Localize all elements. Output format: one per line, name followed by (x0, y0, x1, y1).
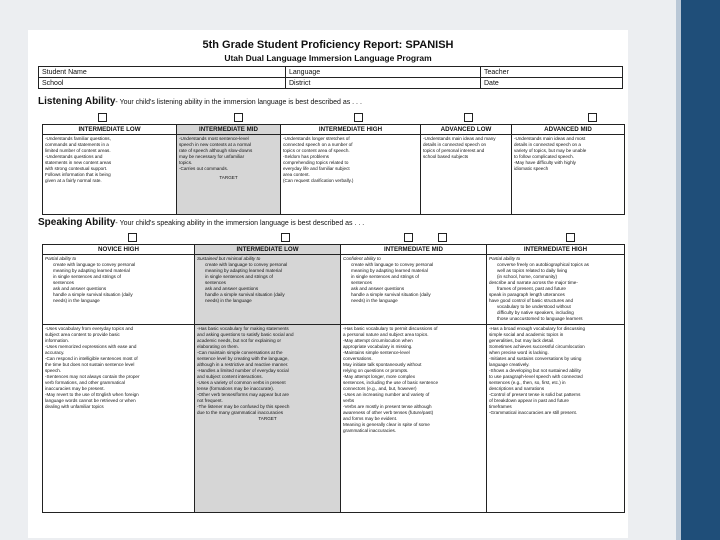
speaking-level-3: INTERMEDIATE MID (341, 245, 487, 255)
language-field[interactable]: Language (286, 67, 481, 78)
speaking-prompt: - Your child's speaking ability in the immersion language is best described as . . . (115, 220, 365, 227)
listening-desc-1: -Understands familiar questions, commands and statements in a limited number of content areas. -Understands questions and statements in new content areas with strong contextual support. Follows information that is being given at a fairly normal rate. (43, 135, 177, 215)
district-field[interactable]: District (286, 78, 481, 89)
report-subtitle: Utah Dual Language Immersion Language Program (224, 53, 432, 63)
side-bar (681, 0, 720, 540)
listening-checkboxes (38, 112, 623, 122)
listening-desc-2: -Understands most sentence-level speech in new contexts at a normal rate of speech although slow-downs may be necessary for unfamiliar topics. -Carries out commands. TARGET (177, 135, 281, 215)
speaking-desc-3: -Has basic vocabulary to permit discussions of a personal nature and subject area topics. -May attempt circumlocution when appropriate vocabulary is missing. -Maintains simple sentence-level conversations. May initiate talk spontaneously without relying on questions or prompts. -May attempt longer, more complex sentences, including the use of basic sentence connectors (e.g., and, but, however) -Uses an increasing number and variety of verbs -Verbs are mostly in present tense although awareness of other verb tenses (future/past) and forms may be evident. Meaning is generally clear in spite of some grammatical inaccuracies. (341, 325, 487, 513)
listening-heading (38, 96, 362, 107)
student-info-table (38, 66, 623, 89)
listening-level-5: ADVANCED MID (512, 125, 625, 135)
speaking-checkbox-4[interactable] (438, 233, 447, 242)
speaking-checkboxes (38, 232, 623, 242)
listening-level-3: INTERMEDIATE HIGH (281, 125, 421, 135)
listening-checkbox-2[interactable] (234, 113, 243, 122)
teacher-field[interactable]: Teacher (481, 67, 623, 78)
speaking-desc-1: -Uses vocabulary from everyday topics and subject area content to provide basic information. -Uses memorized expressions with ease and accuracy. -Can respond in intelligible sentences most of the time but does not sustain sentence level speech. -Sentences may not always contain the proper verb formations, and other grammatical inaccuracies may be present. -May revert to the use of English when foreign language words cannot be retrieved or when dealing with unfamiliar topics (43, 325, 195, 513)
speaking-title: Speaking Ability (38, 217, 116, 228)
speaking-checkbox-3[interactable] (404, 233, 413, 242)
school-field[interactable]: School (39, 78, 286, 89)
report-title: 5th Grade Student Proficiency Report: SPANISH (202, 39, 454, 51)
listening-checkbox-5[interactable] (588, 113, 597, 122)
speaking-desc-2: -Has basic vocabulary for making statements and asking questions to satisfy basic social and academic needs, but not for explaining or elaborating on them. -Can maintain simple conversations at the sentence level by creating with the language, although in a restrictive and reactive manner. -Handles a limited number of everyday social and subject content interactions. -Uses a variety of common verbs in present tense (formations may be inaccurate). -Other verb tenses/forms may appear but are not frequent. -The listener may be confused by this speech due to the many grammatical inaccuracies TARGET (195, 325, 341, 513)
speaking-desc-4: -Has a broad enough vocabulary for discussing simple social and academic topics in generalities, but may lack detail. Sometimes achieves successful circumlocution when precise word is lacking. -Initiates and sustains conversations by using language creatively. -Shows a developing but not sustained ability to use paragraph-level speech with connected sentences (e.g., then, so, first, etc.) in descriptions and narrations -Control of present tense is solid but patterns of breakdown appear in past and future timeframes -Grammatical inaccuracies are still present. (487, 325, 625, 513)
date-field[interactable]: Date (481, 78, 623, 89)
listening-level-4: ADVANCED LOW (421, 125, 512, 135)
listening-table (42, 124, 625, 215)
speaking-heading (38, 217, 364, 228)
speaking-checkbox-5[interactable] (566, 233, 575, 242)
listening-checkbox-4[interactable] (464, 113, 473, 122)
speaking-checkbox-2[interactable] (281, 233, 290, 242)
listening-checkbox-3[interactable] (354, 113, 363, 122)
target-label: TARGET (219, 175, 238, 180)
speaking-checkbox-1[interactable] (128, 233, 137, 242)
speaking-level-4: INTERMEDIATE HIGH (487, 245, 625, 255)
listening-title: Listening Ability (38, 96, 116, 107)
student-name-field[interactable]: Student Name (39, 67, 286, 78)
listening-desc-5: -Understands main ideas and most details in connected speech on a variety of topics, but may be unable to follow complicated speech. -May have difficulty with highly idiomatic speech (512, 135, 625, 215)
target-label: TARGET (258, 416, 277, 421)
speaking-level-1: NOVICE HIGH (43, 245, 195, 255)
speaking-summary-3: Confident ability to create with language to convey personal meaning by adapting learned material in single sentences and strings of sentences ask and answer questions handle a simple survival situation (daily needs) in the language (341, 255, 487, 325)
speaking-summary-1: Partial ability to create with language to convey personal meaning by adapting learned material in single sentences and strings of sentences ask and answer questions handle a simple survival situation (daily needs) in the language (43, 255, 195, 325)
speaking-summary-4: Partial ability to converse freely on autobiographical topics as well as topics related to daily living (in school, home, community) describe and narrate across the major time- frames of present, past and future speak in paragraph length utterances have good control of basic structures and vocabulary to be understood without difficulty by native speakers, including those unaccustomed to language learners (487, 255, 625, 325)
listening-level-2: INTERMEDIATE MID (177, 125, 281, 135)
listening-desc-4: -Understands main ideas and many details in connected speech on topics of personal interest and school based subjects (421, 135, 512, 215)
speaking-table (42, 244, 625, 513)
speaking-summary-2: Sustained but minimal ability to create with language to convey personal meaning by adapting learned material in single sentences and strings of sentences ask and answer questions handle a simple survival situation (daily needs) in the language (195, 255, 341, 325)
listening-level-1: INTERMEDIATE LOW (43, 125, 177, 135)
listening-checkbox-1[interactable] (98, 113, 107, 122)
listening-prompt: - Your child's listening ability in the immersion language is best described as . . . (115, 99, 362, 106)
report-page (28, 30, 628, 538)
speaking-level-2: INTERMEDIATE LOW (195, 245, 341, 255)
listening-desc-3: -Understands longer stretches of connected speech on a number of topics or content area of speech. -Seldom has problems comprehending topics related to everyday life and familiar subject area content. (Can request clarification verbally.) (281, 135, 421, 215)
